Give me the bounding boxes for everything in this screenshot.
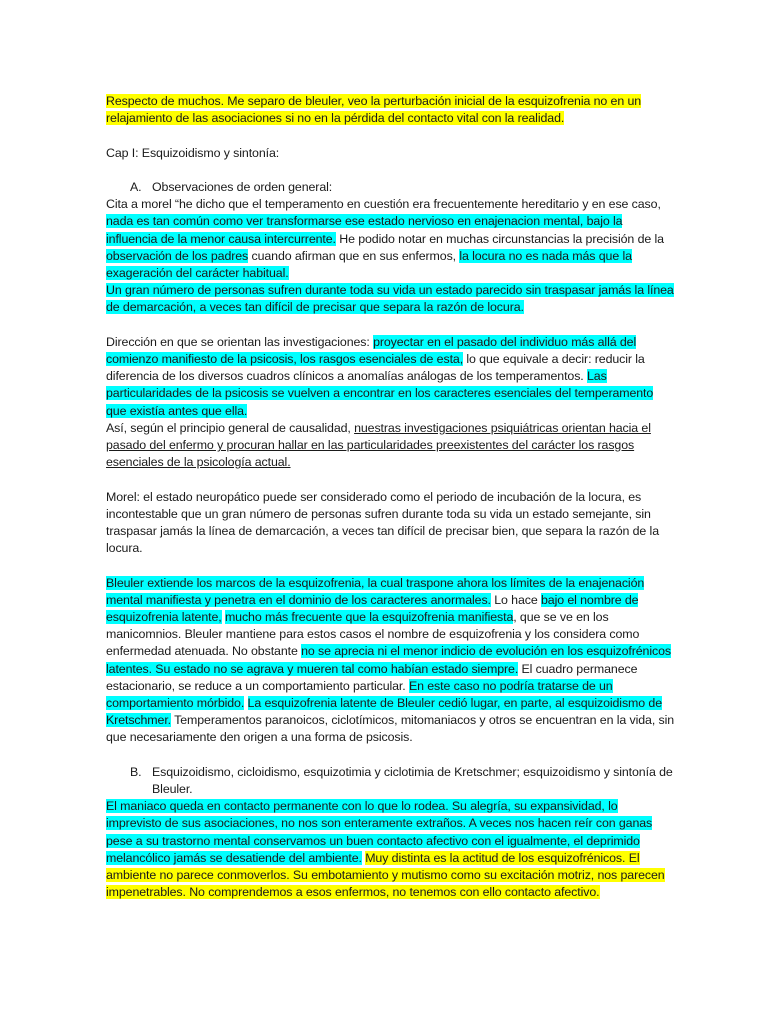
plain-text: Dirección en que se orientan las investigaciones: xyxy=(106,334,374,349)
paragraph-spacer xyxy=(106,471,676,488)
plain-text: Morel: el estado neuropático puede ser considerado como el periodo de incubación de la locura, es incontestable que un gran número de personas sufren durante toda su vida un estado semejante, sin traspasar jamás la línea de demarcación, a veces tan difícil de precisar bien, que separa la razón de la locura. xyxy=(106,489,659,556)
highlight-cyan: mucho más frecuente que la esquizofrenia manifiesta xyxy=(224,610,514,625)
highlight-cyan: Las particularidades de la psicosis se vuelven a encontrar en los caracteres esenciales del temperamento que existía antes que ella. xyxy=(106,369,654,418)
paragraph-morel-neuropatico xyxy=(106,489,676,558)
plain-text: lo que equivale a decir: reducir la diferencia de los diversos cuadros clínicos a anomalías análogas de los temperamentos. xyxy=(106,352,645,384)
plain-text: El cuadro permanece estacionario, se reduce a un comportamiento particular. xyxy=(106,661,638,693)
plain-text: He podido notar en muchas circunstancias la precisión de la xyxy=(335,231,664,246)
highlight-cyan: la locura no es nada más que la exageración del carácter habitual. xyxy=(106,248,632,280)
paragraph-spacer xyxy=(106,747,676,764)
highlight-yellow: Respecto de muchos. Me separo de bleuler, veo la perturbación inicial de la esquizofrenia no en un relajamiento de las asociaciones si no en la pérdida del contacto vital con la realidad. xyxy=(106,94,642,126)
chapter-heading-text: Cap I: Esquizoidismo y sintonía: xyxy=(106,145,280,160)
section-heading-b xyxy=(106,764,676,798)
plain-text: Temperamentos paranoicos, ciclotímicos, mitomaniacos y otros se encuentran en la vida, sin que necesariamente den origen a una forma de psicosis. xyxy=(106,713,675,745)
highlight-cyan: nada es tan común como ver transformarse ese estado nervioso en enajenacion mental, bajo la influencia de la menor causa intercurrente. xyxy=(106,214,623,246)
highlight-cyan: El maniaco queda en contacto permanente con lo que lo rodea. Su alegría, su expansividad, lo imprevisto de sus asociaciones, no nos son enteramente extraños. A veces nos hacen reír con ganas pese a su trastorno mental conservamos un buen contacto afectivo con el igualmente, el deprimido melancólico jamás se desatiende del ambiente. xyxy=(106,799,653,865)
section-heading-text: Observaciones de orden general: xyxy=(152,179,333,194)
paragraph-maniaco xyxy=(106,798,676,901)
paragraph-spacer xyxy=(106,557,676,574)
highlight-cyan: La esquizofrenia latente de Bleuler cedió lugar, en parte, al esquizoidismo de Kretschmer. xyxy=(106,696,662,728)
paragraph-spacer xyxy=(106,162,676,179)
paragraph-spacer xyxy=(106,127,676,144)
paragraph-direccion xyxy=(106,334,676,420)
highlight-cyan: no se aprecia ni el menor indicio de evolución en los esquizofrénicos latentes. Su estado no se agrava y mueren tal como habían estado siempre. xyxy=(106,644,671,676)
paragraph-intro xyxy=(106,93,676,127)
section-heading-text: Esquizoidismo, cicloidismo, esquizotimia y ciclotimia de Kretschmer; esquizoidismo y sintonía de Bleuler. xyxy=(152,764,673,797)
paragraph-causalidad xyxy=(106,420,676,472)
list-marker: A. xyxy=(130,179,142,194)
list-marker: B. xyxy=(130,764,142,779)
plain-text: , que se ve en los manicomnios. Bleuler mantiene para estos casos el nombre de esquizofrenia y los considera como enfermedad atenuada. No obstante xyxy=(106,610,640,659)
highlight-cyan: En este caso no podría tratarse de un comportamiento mórbido. xyxy=(106,678,613,711)
paragraph-spacer xyxy=(106,317,676,334)
highlight-yellow: Muy distinta es la actitud de los esquizofrénicos. El ambiente no parece conmoverlos. Su embotamiento y mutismo como su excitación motriz, nos parecen impenetrables. No comprendemos a esos enfermos, no tenemos con ello contacto afectivo. xyxy=(106,850,665,900)
chapter-heading xyxy=(106,145,676,162)
plain-text: Cita a morel “he dicho que el temperamento en cuestión era frecuentemente hereditario y en ese caso, xyxy=(106,197,661,212)
highlight-cyan: proyectar en el pasado del individuo más allá del comienzo manifiesto de la psicosis, los rasgos esenciales de esta, xyxy=(106,334,637,366)
paragraph-morel-quote xyxy=(106,196,676,316)
underlined-text: nuestras investigaciones psiquiátricas orientan hacia el pasado del enfermo y procuran hallar en las particularidades preexistentes del carácter los rasgos esenciales de la psicología actual. xyxy=(106,420,651,470)
section-heading-a xyxy=(106,179,676,196)
highlight-cyan: bajo el nombre de esquizofrenia latente, xyxy=(106,592,639,625)
plain-text: cuando afirman que en sus enfermos, xyxy=(248,248,460,263)
highlight-cyan: Un gran número de personas sufren durante toda su vida un estado parecido sin traspasar jamás la línea de demarcación, a veces tan difícil de precisar que separa la razón de locura. xyxy=(106,283,674,315)
highlight-cyan: observación de los padres xyxy=(106,248,249,263)
plain-text: Lo hace xyxy=(490,592,541,607)
paragraph-bleuler xyxy=(106,575,676,747)
highlight-cyan: Bleuler extiende los marcos de la esquizofrenia, la cual traspone ahora los límites de la enajenación mental manifiesta y penetra en el dominio de los caracteres anormales. xyxy=(106,575,645,607)
plain-text: Así, según el principio general de causalidad, xyxy=(106,420,355,435)
